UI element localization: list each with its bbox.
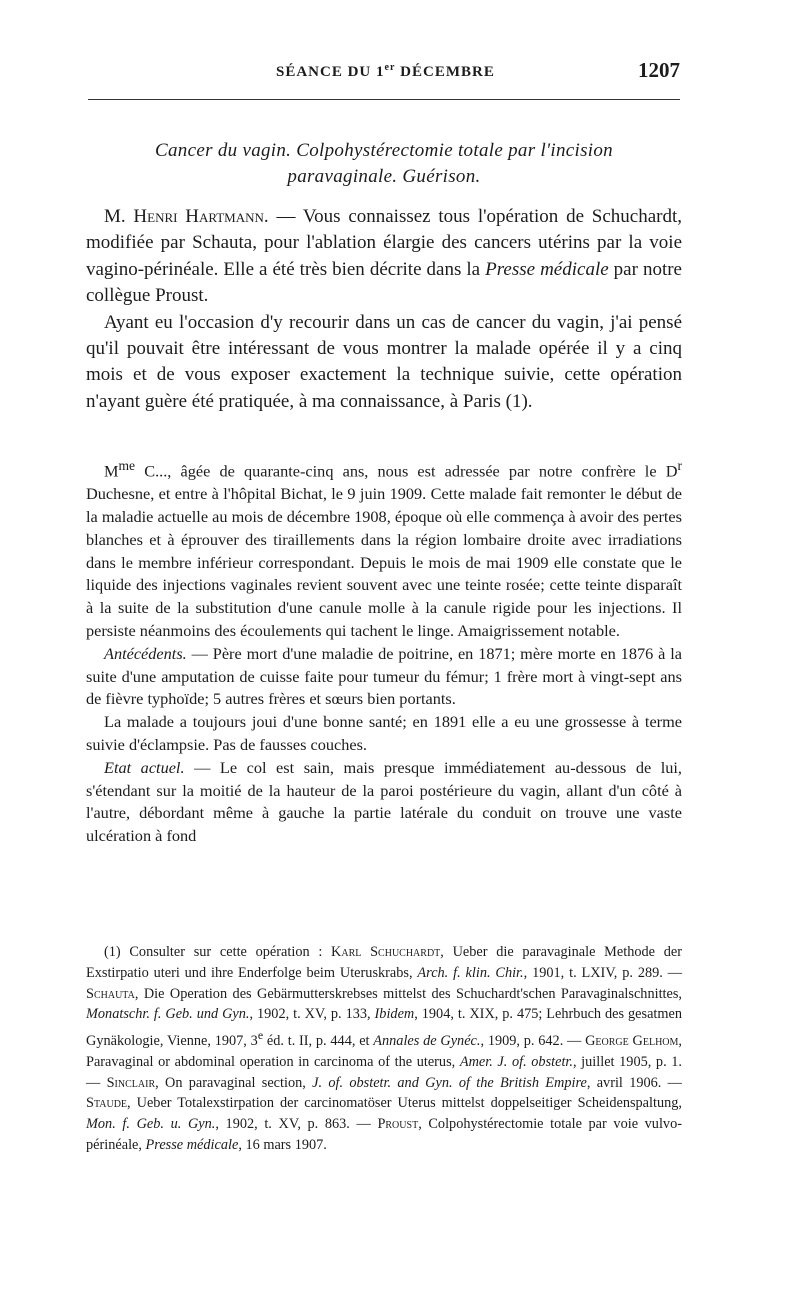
running-head-sup: er <box>384 62 396 73</box>
antecedents-paragraph <box>86 643 682 711</box>
footnotes <box>86 942 682 1156</box>
footnote-sup: e <box>257 1028 264 1043</box>
footnote-author: Schauta <box>86 985 135 1002</box>
footnote-journal: Mon. f. Geb. u. Gyn. <box>86 1116 216 1133</box>
journal-title: Presse médicale <box>485 258 609 280</box>
footnote-text: , avril 1906. — <box>586 1074 682 1091</box>
footnote-author: George Gelhom <box>585 1032 679 1049</box>
footnote-text: , Die Operation des Gebärmutterskrebses mittelst des Schuchardt'schen Paravaginalschnittes, <box>134 985 682 1002</box>
running-head-text: SÉANCE DU 1 <box>276 64 385 80</box>
footnote-journal: Ibidem <box>374 1006 415 1023</box>
footnote-text: , 1902, t. XV, p. 133, <box>249 1006 375 1023</box>
footnote-text: , On paravaginal section, <box>155 1074 313 1091</box>
article-title <box>88 138 680 190</box>
current-state-label: Etat actuel. <box>104 757 185 777</box>
footnote-text: , juillet 1905, p. 1. — <box>86 1053 682 1091</box>
footnote-1 <box>86 942 682 1156</box>
history-paragraph: La malade a toujours joui d'une bonne santé; en 1891 elle a eu une grossesse à terme suivie d'éclampsie. Pas de fausses couches. <box>86 712 682 754</box>
footnote-text: (1) Consulter sur cette opération : <box>104 944 332 960</box>
footnote-journal: J. of. obstetr. and Gyn. of the British Empire <box>312 1074 587 1091</box>
intro-paragraph-1 <box>86 204 682 310</box>
case-paragraph-1 <box>86 455 682 643</box>
page-header <box>88 58 680 88</box>
speaker-prefix: M. <box>104 206 134 227</box>
page-number: 1207 <box>638 58 680 82</box>
current-state-paragraph <box>86 757 682 848</box>
footnote-text: , 1904, t. XIX, p. 475; Lehrbuch des gesatmen Gynäkologie, Vienne, 1907, 3 <box>86 1006 683 1049</box>
footnote-text: , 1909, p. 642. — <box>480 1032 586 1049</box>
footnote-author: Staude <box>86 1095 128 1112</box>
header-rule <box>88 99 680 100</box>
footnote-text: , 1902, t. XV, p. 863. — <box>215 1116 378 1133</box>
doctor-sup: r <box>677 458 682 473</box>
footnote-journal: Amer. J. of. obstetr. <box>459 1053 573 1070</box>
footnote-journal: Arch. f. klin. Chir. <box>417 964 524 981</box>
intro-text-b: par notre collègue Proust. <box>86 258 682 307</box>
honorific-sup: me <box>118 458 136 473</box>
case-text-a: C..., âgée de quarante-cinq ans, nous est adressée par notre confrère le D <box>135 461 678 481</box>
footnote-text: , 16 mars 1907. <box>238 1136 327 1153</box>
case-text-b: Duchesne, et entre à l'hôpital Bichat, le 9 juin 1909. Cette malade fait remonter le début de la maladie actuelle au mois de décembre 1908, époque où elle commença à avoir des pertes blanches et à éprouver des tiraillements dans la région lombaire droite avec irradiations dans le membre inférieur correspondant. Depuis le mois de mai 1909 elle constate que le liquide des injections vaginales revient souvent avec une teinte rosée; cette teinte disparaît à la suite de la substitution d'une canule molle à la canule rigide pour les injections. Il persiste néanmoins des écoulements qui tachent le linge. Amaigrissement notable. <box>86 484 682 640</box>
honorific: M <box>104 461 119 481</box>
footnote-text: , Ueber die paravaginale Methode der Exstirpatio uteri und ihre Enderfolge beim Uteruskrabs, <box>86 944 682 981</box>
footnote-journal: Monatschr. f. Geb. und Gyn. <box>86 1006 250 1023</box>
title-line-1: Cancer du vagin. Colpohystérectomie totale par l'incision <box>155 140 613 161</box>
footnote-text: éd. t. II, p. 444, et <box>263 1032 374 1049</box>
footnote-text: , Colpohystérectomie totale par voie vulvo-périnéale, <box>86 1116 682 1153</box>
antecedents-label: Antécédents. <box>104 643 187 663</box>
footnote-journal: Presse médicale <box>145 1136 239 1153</box>
intro-text-a: — Vous connaissez tous l'opération de Schuchardt, modifiée par Schauta, pour l'ablation élargie des cancers utérins par la voie vagino-périnéale. Elle a été très bien décrite dans la <box>86 206 682 280</box>
running-head-end: DÉCEMBRE <box>395 64 495 80</box>
footnote-author: Proust <box>377 1116 419 1133</box>
title-line-2: paravaginale. Guérison. <box>287 166 481 187</box>
speaker-name: Henri Hartmann. <box>133 206 269 227</box>
footnote-journal: Annales de Gynéc. <box>373 1032 481 1049</box>
footnote-author: Karl Schuchardt <box>331 944 441 960</box>
footnote-author: Sinclair <box>106 1074 156 1091</box>
footnote-text: , Ueber Totalexstirpation der carcinomatöser Uterus mittelst doppelseitiger Scheidenspaltung, <box>127 1095 682 1112</box>
footnote-text: , 1901, t. LXIV, p. 289. — <box>523 964 683 981</box>
footnote-text: , Paravaginal or abdominal operation in carcinoma of the uterus, <box>86 1032 682 1070</box>
current-state-text: — Le col est sain, mais presque immédiatement au-dessous de lui, s'étendant sur la moitié de la hauteur de la paroi postérieure du vagin, allant d'un côté à l'autre, débordant même à gauche la partie latérale du conduit on trouve une vaste ulcération à fond <box>86 757 682 846</box>
intro-paragraph-2: Ayant eu l'occasion d'y recourir dans un cas de cancer du vagin, j'ai pensé qu'il pouvait être intéressant de vous montrer la malade opérée il y a cinq mois et de vous exposer exactement la technique suivie, cette opération n'ayant guère été pratiquée, à ma connaissance, à Paris (1). <box>86 311 682 412</box>
intro-text <box>86 204 682 415</box>
case-report <box>86 455 682 848</box>
antecedents-text: — Père mort d'une maladie de poitrine, en 1871; mère morte en 1876 à la suite d'une amputation de cuisse faite pour tumeur du fémur; 1 frère mort à vingt-sept ans de fièvre typhoïde; 5 autres frères et sœurs bien portants. <box>86 643 682 709</box>
running-head <box>276 62 495 81</box>
